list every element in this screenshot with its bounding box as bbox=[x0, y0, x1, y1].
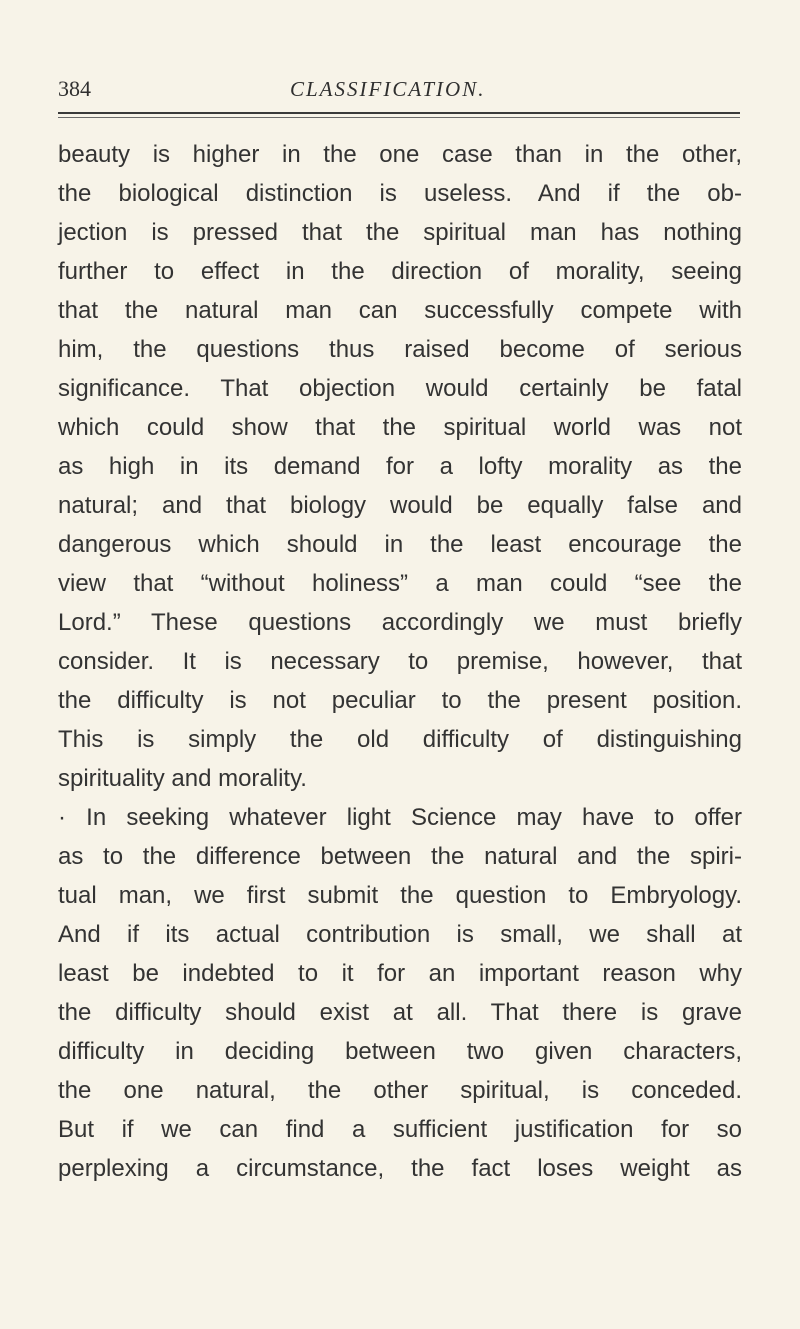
text-line: jection is pressed that the spiritual man has nothing bbox=[58, 219, 742, 246]
text-line: beauty is higher in the one case than in the other, bbox=[58, 141, 742, 168]
text-line: And if its actual contribution is small, we shall at bbox=[58, 921, 742, 948]
text-line: as to the difference between the natural and the spiri- bbox=[58, 843, 742, 870]
running-head: CLASSIFICATION. bbox=[290, 77, 486, 101]
text-line: which could show that the spiritual world was not bbox=[58, 414, 742, 441]
text-line: difficulty in deciding between two given characters, bbox=[58, 1038, 742, 1065]
text-line: that the natural man can successfully compete with bbox=[58, 297, 742, 324]
text-line: significance. That objection would certainly be fatal bbox=[58, 375, 742, 402]
text-line: perplexing a circumstance, the fact loses weight as bbox=[58, 1155, 742, 1182]
page-header bbox=[58, 78, 738, 108]
page-number: 384 bbox=[58, 76, 91, 101]
text-line: the difficulty should exist at all. That there is grave bbox=[58, 999, 742, 1026]
text-line: him, the questions thus raised become of serious bbox=[58, 336, 742, 363]
text-line: least be indebted to it for an important reason why bbox=[58, 960, 742, 987]
text-line: natural; and that biology would be equally false and bbox=[58, 492, 742, 519]
text-line: consider. It is necessary to premise, however, that bbox=[58, 648, 742, 675]
text-line: the biological distinction is useless. And if the ob- bbox=[58, 180, 742, 207]
text-line: · In seeking whatever light Science may have to offer bbox=[58, 804, 742, 831]
text-line: But if we can find a sufficient justification for so bbox=[58, 1116, 742, 1143]
text-line: tual man, we first submit the question to Embryology. bbox=[58, 882, 742, 909]
text-line: further to effect in the direction of morality, seeing bbox=[58, 258, 742, 285]
text-line: Lord.” These questions accordingly we must briefly bbox=[58, 609, 742, 636]
header-rule bbox=[58, 112, 740, 114]
text-line: This is simply the old difficulty of distinguishing bbox=[58, 726, 742, 753]
text-line: the difficulty is not peculiar to the present position. bbox=[58, 687, 742, 714]
text-line: dangerous which should in the least encourage the bbox=[58, 531, 742, 558]
body-text bbox=[58, 135, 742, 1188]
text-line: as high in its demand for a lofty morality as the bbox=[58, 453, 742, 480]
text-line: spirituality and morality. bbox=[58, 765, 307, 792]
text-line: view that “without holiness” a man could “see the bbox=[58, 570, 742, 597]
text-line: the one natural, the other spiritual, is conceded. bbox=[58, 1077, 742, 1104]
